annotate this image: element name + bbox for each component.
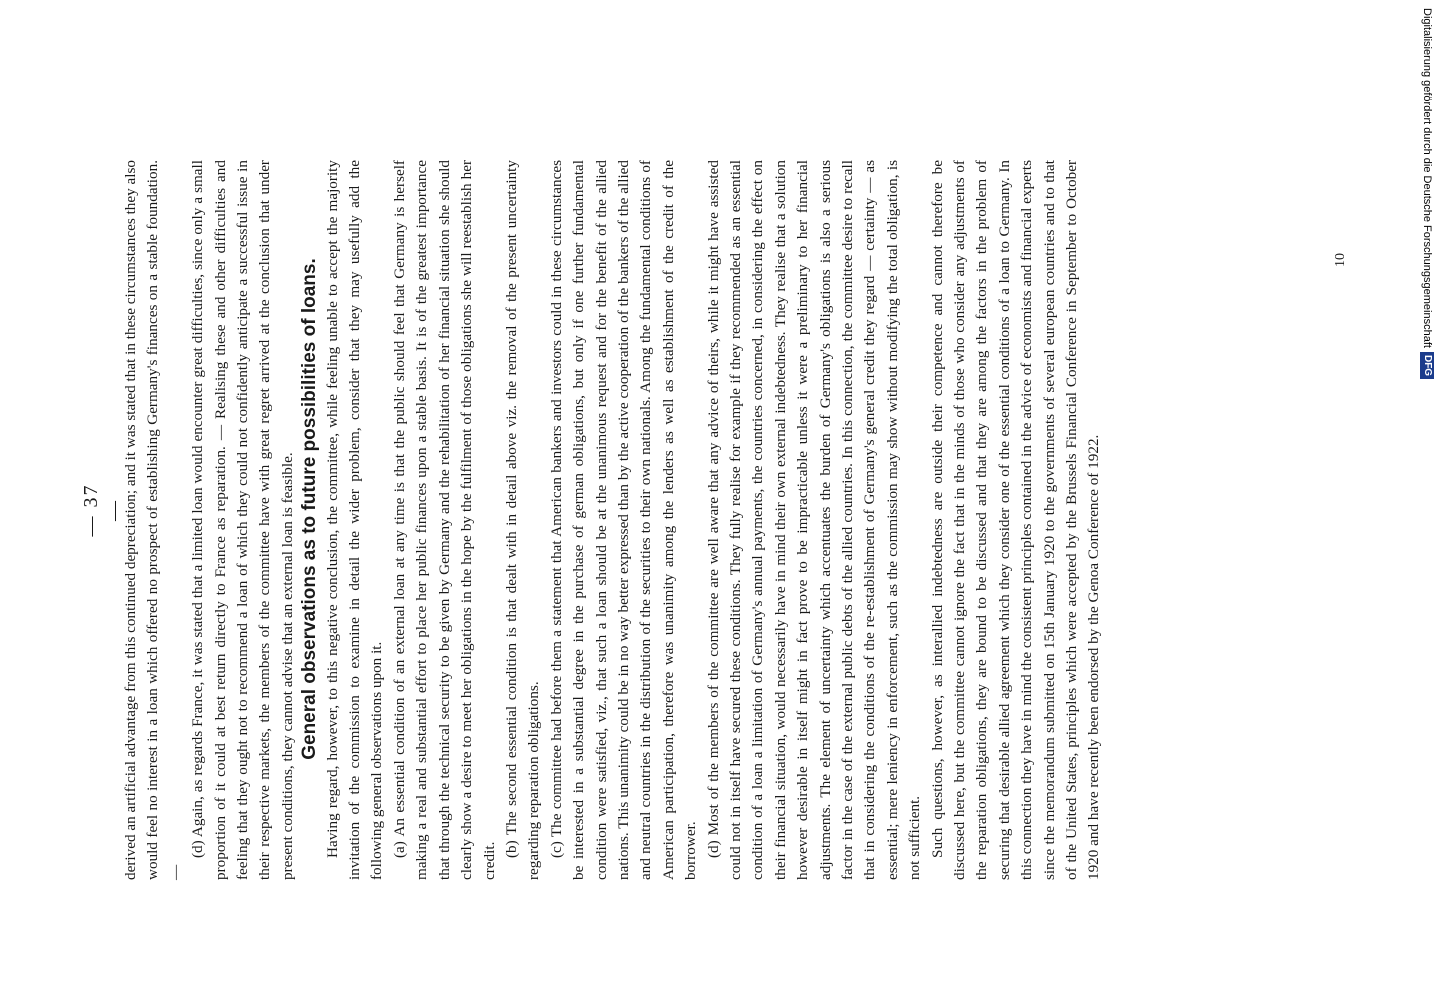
signature-number bbox=[1326, 244, 1356, 267]
page-number: — 37 — bbox=[80, 483, 125, 537]
paragraph-d-france: (d) Again, as regards France, it was stated that a limited loan would encounter great difficulties, since only a small proportion of it could at best return directly to France as reparation. — Realising these and other difficulties and feeling that they ought not to recommend a loan of which they could not confidently anticipate a successful issue in their respective markets, the members of the committee have with great regret arrived at the conclusion that under present conditions, they cannot advise that an external loan is feasible. bbox=[189, 160, 296, 880]
digitisation-credit bbox=[1418, 8, 1434, 408]
paragraph-continuation: derived an artificial advantage from this continued depreciation; and it was stated that in these circumstances they also would feel no interest in a loan which offered no prospect of establishing Germany's finances on a stable foundation. — bbox=[122, 160, 184, 880]
rotated-page bbox=[78, 150, 1278, 880]
dfg-logo: DFG bbox=[1420, 352, 1434, 379]
paragraph-d-members: (d) Most of the members of the committee are well aware that any advice of theirs, while it might have assisted could not in itself have secured these conditions. They fully realise for example if they recommended as an essential condition of a loan a limitation of Germany's annual payments, the countries concerned, in considering the effect on their financial situation, would necessarily have in mind their own external indebtedness. They realise that a solution however desirable in itself might in fact prove to be impracticable unless it were a preliminary to her financial adjustments. The element of uncertainty which accentuates the burden of Germany's obligations is also a serious factor in the case of the external public debts of the allied countries. In this connection, the committee desire to recall that in considering the conditions of the re-establishment of Germany's general credit they regard — certainty — as essential; mere leniency in enforcement, such as the commission may show without modifying the total obligation, is not sufficient. bbox=[704, 160, 924, 880]
paragraph-having-regard: Having regard, however, to this negative conclusion, the committee, while feeling unable to accept the majority invitation of the commission to examine in detail the wider problem, consider that they may usefully add the following general observations upon it. bbox=[323, 160, 386, 880]
paragraph-a: (a) An essential condition of an external loan at any time is that the public should feel that Germany is herself making a real and substantial effort to place her public finances upon a stable basis. It is of the greatest importance that through the technical security to be given by Germany and the rehabilitation of her financial situation she should clearly show a desire to meet her obligations in the hope by the fulfilment of those obligations she will reestablish her credit. bbox=[390, 160, 498, 880]
paragraph-c: (c) The committee had before them a statement that American bankers and investors could in these circumstances be interested in a substantial degree in the purchase of german obligations, but only if one further fundamental condition were satisfied, viz., that such a loan should be at the unanimous request and for the benefit of the allied nations. This unanimity could be in no way better expressed than by the active cooperation of the bankers of the allied and neutral countries in the distribution of the securities to their own nationals. Among the fundamental conditions of American participation, therefore was unanimity among the lenders as well as establishment of the credit of the borrower. bbox=[547, 160, 700, 880]
paragraph-b: (b) The second essential condition is that dealt with in detail above viz. the removal of the present uncertainty regarding reparation obligations. bbox=[502, 160, 543, 880]
section-heading: General observations as to future possibilities of loans. bbox=[299, 258, 321, 760]
paragraph-such-questions: Such questions, however, as interallied indebtedness are outside their competence and cannot therefore be discussed here, but the committee cannot ignore the fact that in the minds of those who consider any adjustments of the reparation obligations, they are bound to be discussed and that they are among the factors in the problem of securing that desirable allied agreement which they consider one of the essential conditions of a loan to Germany. In this connection they have in mind the consistent principles contained in the advice of economists and financial experts since the memorandum submitted on 15th January 1920 to the governments of several european countries and to that of the United States, principles which were accepted by the Brussels Financial Conference in September to October 1920 and have recently been endorsed by the Genoa Conference of 1922. bbox=[928, 160, 1103, 880]
signature-number-text: 10 bbox=[1333, 253, 1348, 267]
document-body bbox=[120, 160, 1106, 880]
credit-text: Digitalisierung gefördert durch die Deutsche Forschungsgemeinschaft bbox=[1421, 8, 1433, 348]
